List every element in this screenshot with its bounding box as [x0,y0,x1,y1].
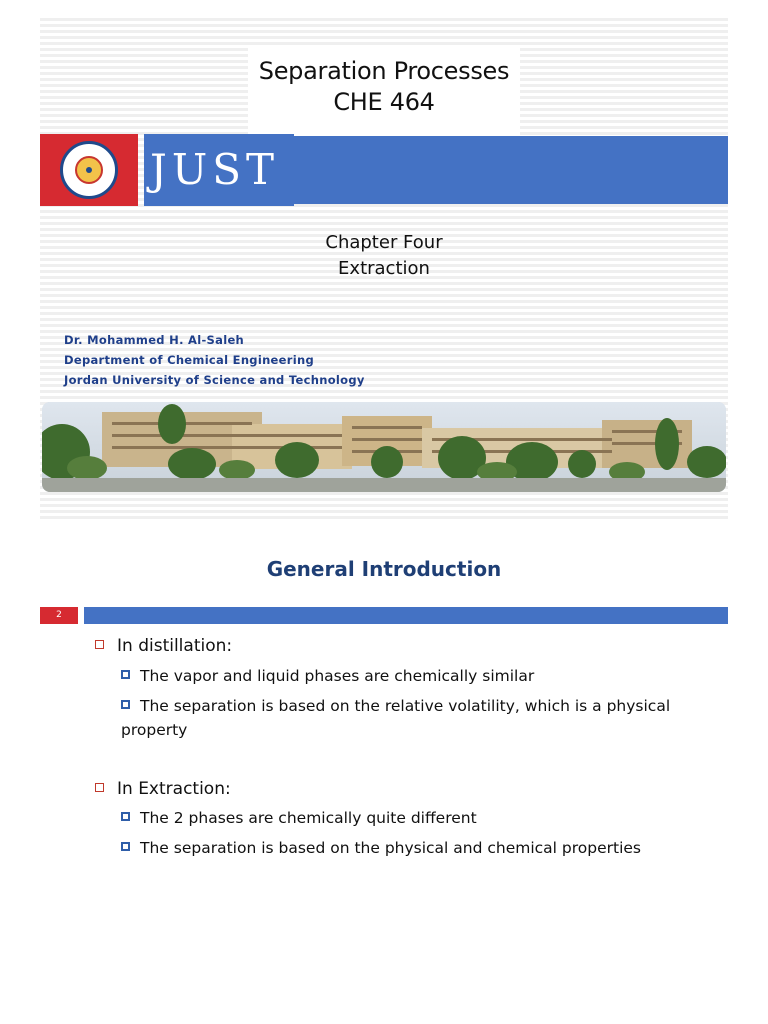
hollow-square-bullet-icon [95,640,104,649]
chapter-topic: Extraction [338,258,430,279]
list-item [121,694,681,742]
author-name: Dr. Mohammed H. Al-Saleh [64,333,245,347]
just-logo-text: JUST [150,145,280,194]
seal-icon [60,141,118,199]
slide-number-badge: 2 [40,607,78,624]
course-code: CHE 464 [333,88,435,116]
just-logo [144,134,294,206]
hollow-square-bullet-icon [95,783,104,792]
course-title: Separation Processes [258,57,510,85]
list-item-text: The separation is based on the physical and chemical properties [140,839,642,857]
section-label: In Extraction: [117,779,231,799]
list-item [121,806,681,830]
list-item [121,664,681,688]
list-item-text: The 2 phases are chemically quite different [140,809,477,827]
square-bullet-icon [121,812,130,821]
author-info [64,330,365,390]
author-department: Department of Chemical Engineering [64,353,314,367]
list-item-text: The separation is based on the relative volatility, which is a physical property [121,697,671,739]
bullet-section-extraction [95,777,231,801]
square-bullet-icon [121,700,130,709]
author-university: Jordan University of Science and Technology [64,373,365,387]
header-blue-bar [294,136,728,204]
section-label: In distillation: [117,636,233,656]
square-bullet-icon [121,842,130,851]
title-slide [40,18,728,520]
title-box [248,48,520,138]
bullet-section-distillation [95,634,232,658]
list-item [121,836,681,860]
campus-photo [42,402,726,492]
chapter-heading [40,230,728,282]
chapter-label: Chapter Four [325,232,443,253]
square-bullet-icon [121,670,130,679]
campus-photo-image [42,402,726,492]
section-heading: General Introduction [266,557,502,581]
list-item-text: The vapor and liquid phases are chemically similar [140,667,535,685]
slide-header-bar [84,607,728,624]
university-seal-logo [40,134,138,206]
